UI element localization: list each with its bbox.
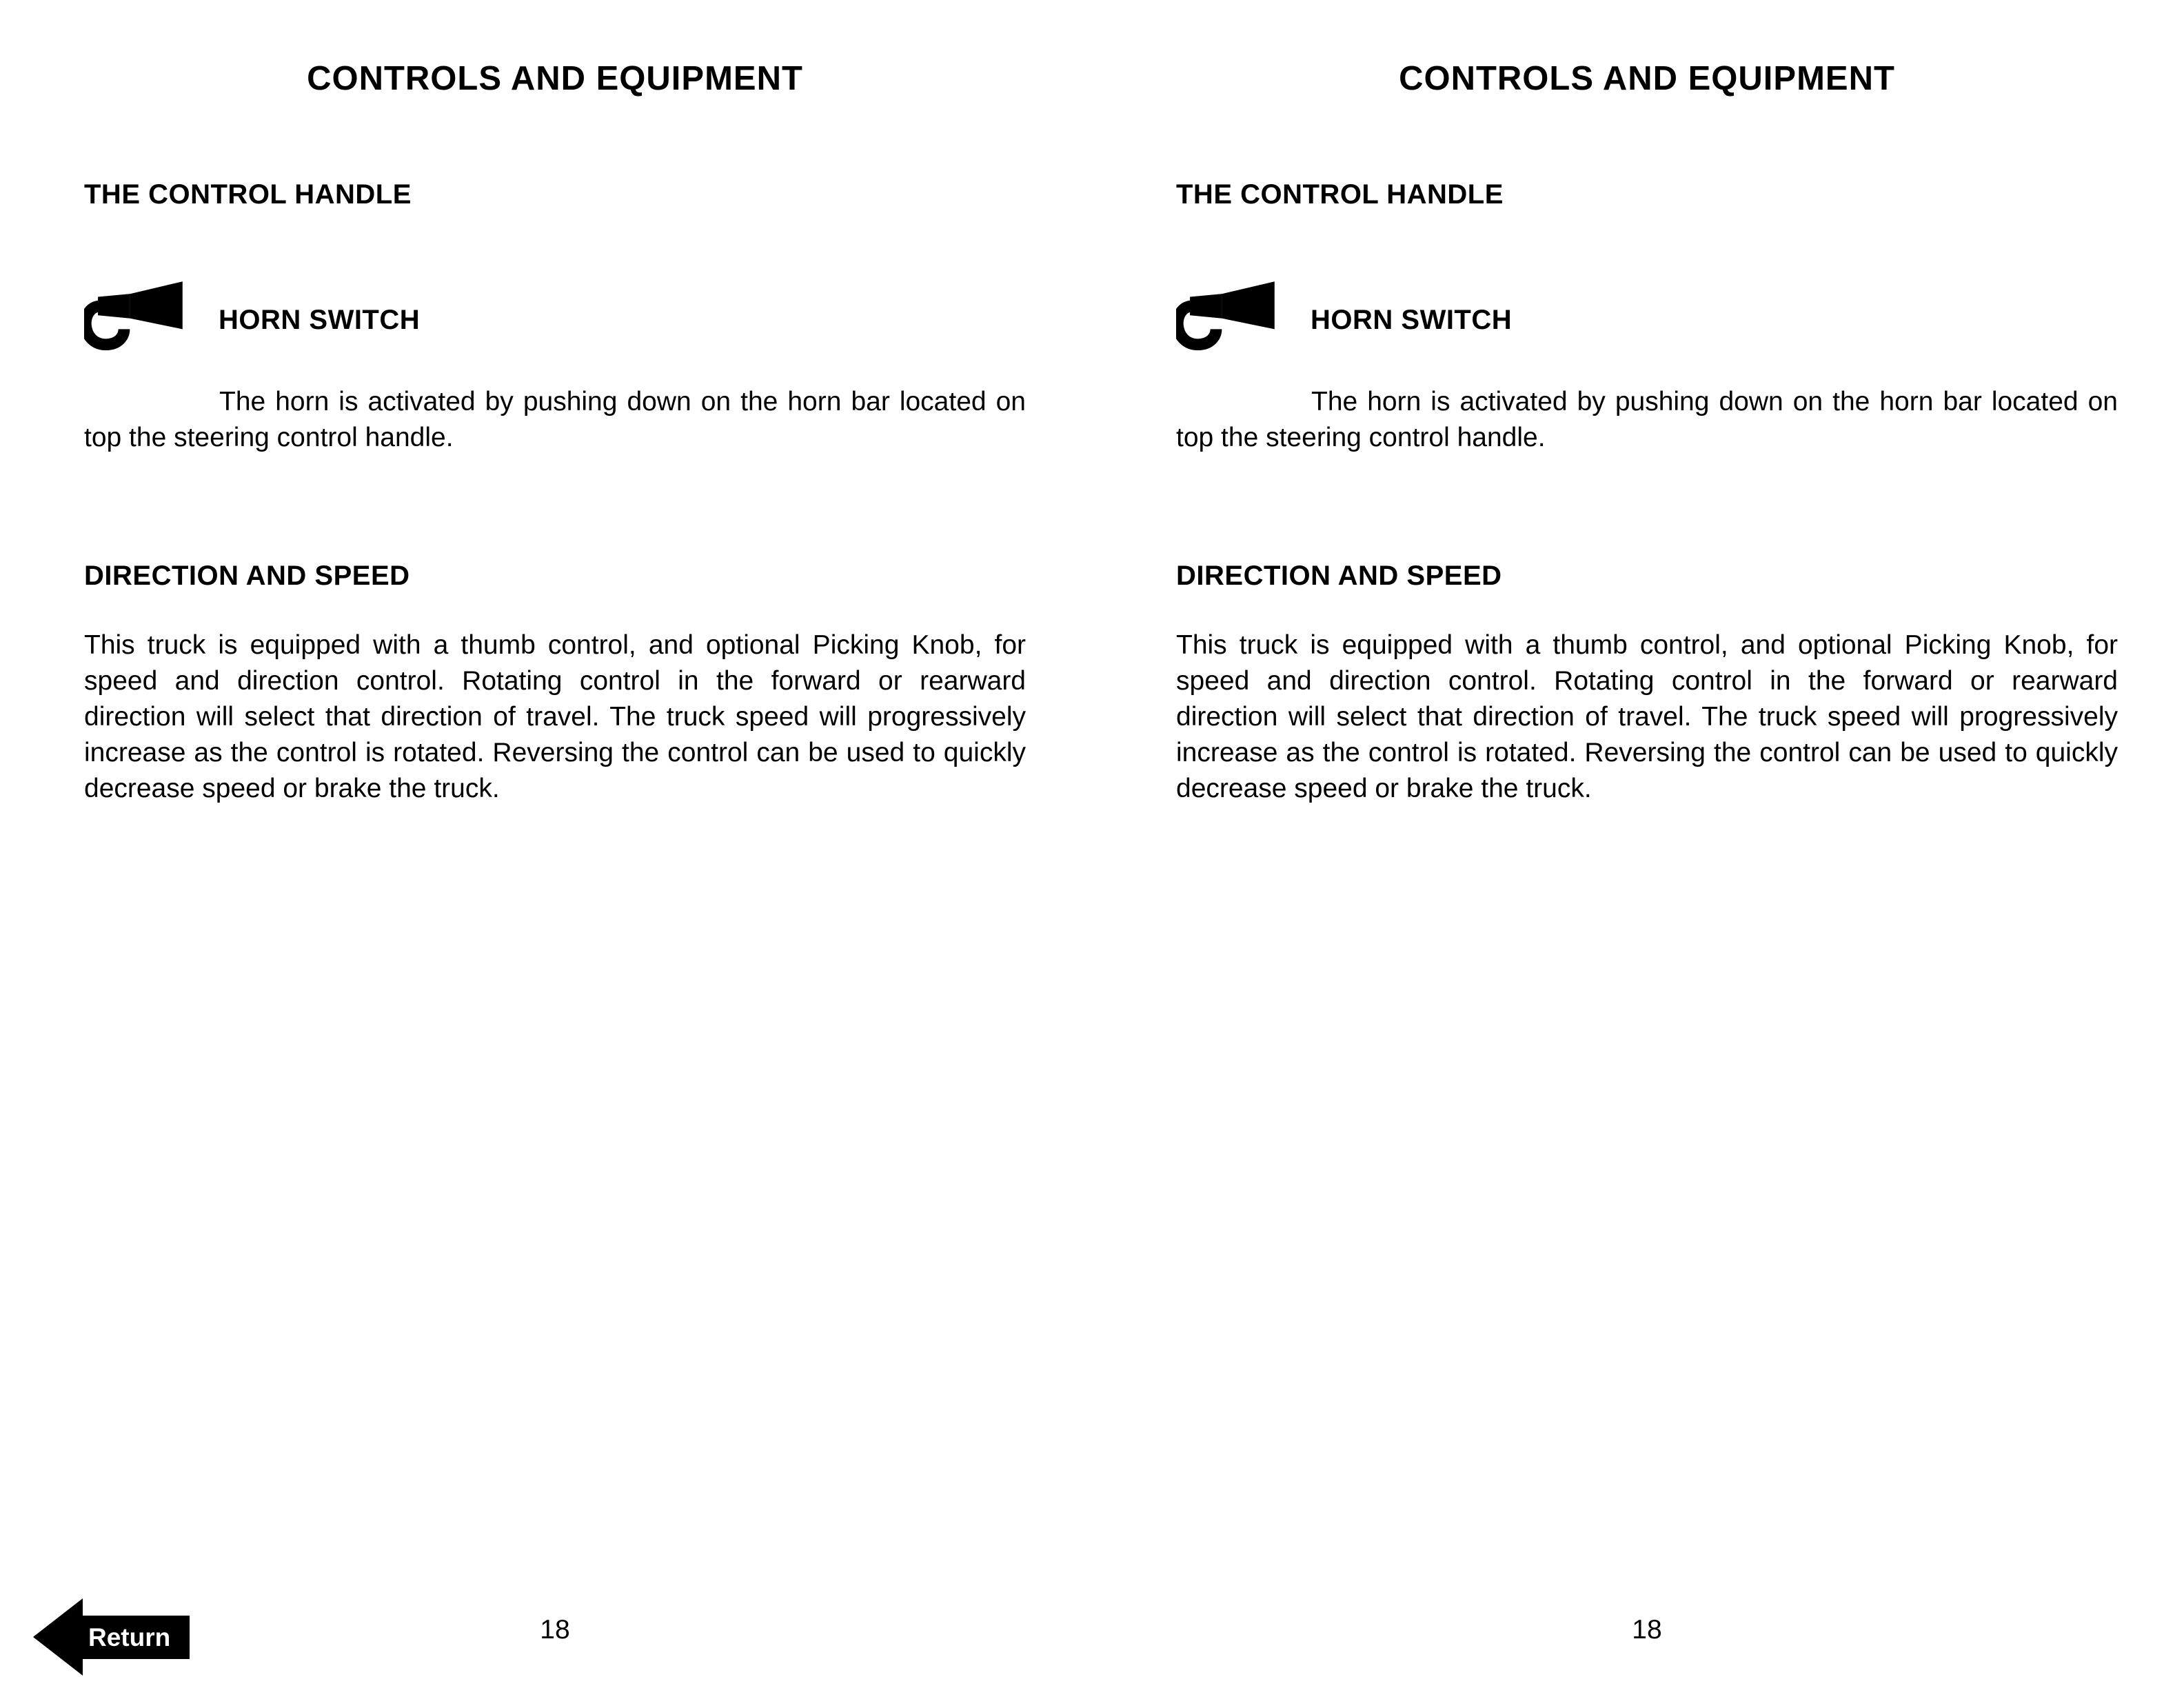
section-heading-control-handle: THE CONTROL HANDLE <box>84 179 412 210</box>
direction-speed-paragraph: This truck is equipped with a thumb control, and optional Picking Knob, for speed and direction control. Rotating control in the forward or rearward direction will select that direction of travel. The truck speed will progressively increase as the control is rotated. Reversing the control can be used to quickly decrease speed or brake the truck. <box>1176 630 2118 803</box>
section-heading-control-handle: THE CONTROL HANDLE <box>1176 179 1504 210</box>
return-arrow-icon <box>33 1598 83 1676</box>
return-button-label: Return <box>81 1616 190 1659</box>
section-heading-direction-speed: DIRECTION AND SPEED <box>1176 561 1502 591</box>
direction-speed-paragraph: This truck is equipped with a thumb control, and optional Picking Knob, for speed and direction control. Rotating control in the forward or rearward direction will select that direction of travel. The truck speed will progressively increase as the control is rotated. Reversing the control can be used to quickly decrease speed or brake the truck. <box>84 630 1026 803</box>
horn-switch-heading: HORN SWITCH <box>1311 304 1513 335</box>
manual-page-right <box>1092 0 2184 1688</box>
horn-switch-row <box>84 279 1026 361</box>
page-title: CONTROLS AND EQUIPMENT <box>307 60 803 97</box>
horn-paragraph: The horn is activated by pushing down on the horn bar located on top the steering control handle. <box>1176 387 2118 452</box>
horn-switch-row <box>1176 279 2118 361</box>
return-button[interactable] <box>33 1598 190 1676</box>
page-number: 18 <box>540 1615 570 1645</box>
page-title: CONTROLS AND EQUIPMENT <box>1399 60 1895 97</box>
horn-switch-heading: HORN SWITCH <box>219 304 421 335</box>
horn-icon <box>84 279 184 361</box>
horn-icon <box>1176 279 1276 361</box>
page-number: 18 <box>1632 1615 1662 1645</box>
horn-paragraph: The horn is activated by pushing down on the horn bar located on top the steering control handle. <box>84 387 1026 452</box>
section-heading-direction-speed: DIRECTION AND SPEED <box>84 561 410 591</box>
